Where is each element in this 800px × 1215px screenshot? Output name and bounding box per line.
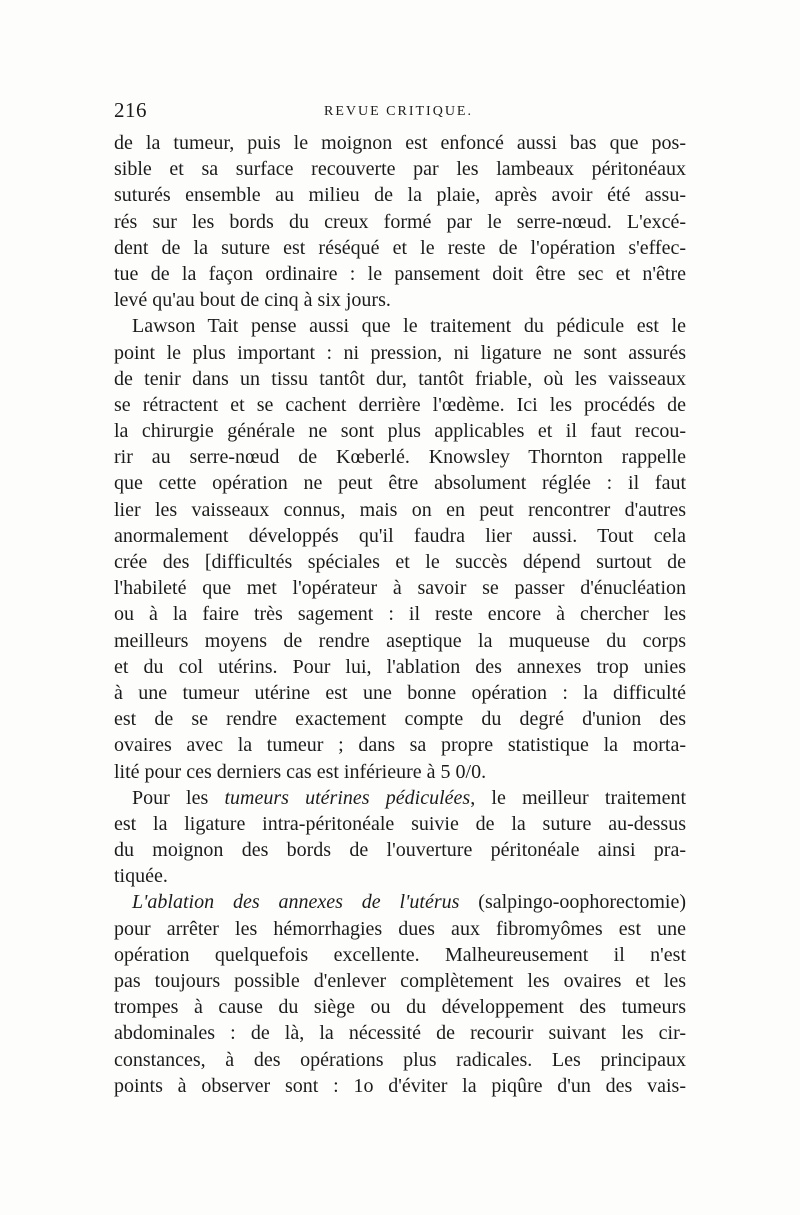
text-line <box>114 182 686 208</box>
line-text: points à observer sont : 1o d'éviter la piqûre d'un des vais- <box>114 1074 686 1097</box>
text-line <box>114 994 686 1020</box>
text-line <box>114 811 686 837</box>
text-line <box>114 759 686 785</box>
line-text: pour arrêter les hémorrhagies dues aux fibromyômes est une <box>114 917 686 940</box>
text-line <box>114 916 686 942</box>
text-line <box>114 785 686 811</box>
line-text: Lawson Tait pense aussi que le traitement du pédicule est le <box>132 315 686 338</box>
italic-text: L'ablation des annexes de l'utérus <box>132 891 460 914</box>
line-text: de la tumeur, puis le moignon est enfoncé aussi bas que pos- <box>114 132 686 154</box>
text-line <box>114 575 686 601</box>
line-text: rés sur les bords du creux formé par le serre-nœud. L'excé- <box>114 210 686 233</box>
text-line <box>114 444 686 470</box>
text-line <box>114 366 686 392</box>
text-line <box>114 706 686 732</box>
text-line <box>114 261 686 287</box>
text-line <box>114 1073 686 1099</box>
text-line <box>114 156 686 182</box>
text-line <box>114 287 686 313</box>
text-line <box>114 1020 686 1046</box>
line-text: ovaires avec la tumeur ; dans sa propre statistique la morta- <box>114 734 686 757</box>
text-line <box>114 418 686 444</box>
line-text: tue de la façon ordinaire : le pansement doit être sec et n'être <box>114 262 686 285</box>
text-line <box>114 863 686 889</box>
text-line <box>114 313 686 339</box>
line-text: (salpingo-oophorectomie) <box>459 891 687 914</box>
line-text: est de se rendre exactement compte du degré d'union des <box>114 708 686 731</box>
text-line <box>114 968 686 994</box>
line-text: Pour les <box>132 786 225 809</box>
text-line <box>114 1047 686 1073</box>
line-text: constances, à des opérations plus radicales. Les principaux <box>114 1048 686 1071</box>
line-text: ou à la faire très sagement : il reste encore à chercher les <box>114 603 686 626</box>
text-line <box>114 837 686 863</box>
line-text: pas toujours possible d'enlever complètement les ovaires et les <box>114 970 686 992</box>
text-line <box>114 732 686 758</box>
text-line <box>114 235 686 261</box>
line-text: que cette opération ne peut être absolument réglée : il faut <box>114 472 686 495</box>
line-text: meilleurs moyens de rendre aseptique la muqueuse du corps <box>114 629 686 652</box>
text-line <box>114 497 686 523</box>
text-line <box>114 549 686 575</box>
body-text <box>114 130 686 1099</box>
line-text: , le meilleur traitement <box>470 786 687 809</box>
text-line <box>114 942 686 968</box>
text-line <box>114 392 686 418</box>
text-line <box>114 470 686 496</box>
text-line <box>114 209 686 235</box>
italic-text: tumeurs utérines pédiculées <box>224 786 471 809</box>
line-text: abdominales : de là, la nécessité de recourir suivant les cir- <box>114 1022 686 1045</box>
line-text: de tenir dans un tissu tantôt dur, tantôt friable, où les vaisseaux <box>114 367 686 390</box>
line-text: l'habileté que met l'opérateur à savoir se passer d'énucléation <box>114 577 686 600</box>
line-text: anormalement développés qu'il faudra lier aussi. Tout cela <box>114 524 686 547</box>
page-header <box>114 98 686 124</box>
line-text: point le plus important : ni pression, ni ligature ne sont assurés <box>114 341 686 364</box>
line-text: et du col utérins. Pour lui, l'ablation des annexes trop unies <box>114 655 686 678</box>
text-line <box>114 889 686 915</box>
line-text: levé qu'au bout de cinq à six jours. <box>114 289 391 312</box>
text-line <box>114 601 686 627</box>
line-text: dent de la suture est réséqué et le reste de l'opération s'effec- <box>114 236 686 259</box>
text-line <box>114 654 686 680</box>
line-text: est la ligature intra-péritonéale suivie de la suture au-dessus <box>114 812 686 835</box>
line-text: tiquée. <box>114 865 168 888</box>
line-text: opération quelquefois excellente. Malheureusement il n'est <box>114 943 686 966</box>
text-line <box>114 130 686 156</box>
line-text: du moignon des bords de l'ouverture péritonéale ainsi pra- <box>114 839 686 862</box>
line-text: crée des [difficultés spéciales et le succès dépend surtout de <box>114 551 686 573</box>
text-line <box>114 680 686 706</box>
page-number: 216 <box>114 98 147 122</box>
running-title: REVUE CRITIQUE. <box>324 104 473 119</box>
line-text: la chirurgie générale ne sont plus applicables et il faut recou- <box>114 420 686 443</box>
text-line <box>114 523 686 549</box>
text-line <box>114 628 686 654</box>
line-text: lier les vaisseaux connus, mais on en peut rencontrer d'autres <box>114 498 686 521</box>
line-text: rir au serre-nœud de Kœberlé. Knowsley Thornton rappelle <box>114 446 686 469</box>
line-text: sible et sa surface recouverte par les lambeaux péritonéaux <box>114 158 686 181</box>
line-text: à une tumeur utérine est une bonne opération : la difficulté <box>114 681 686 704</box>
line-text: lité pour ces derniers cas est inférieure à 5 0/0. <box>114 760 487 783</box>
line-text: se rétractent et se cachent derrière l'œdème. Ici les procédés de <box>114 393 686 416</box>
line-text: trompes à cause du siège ou du développement des tumeurs <box>114 996 686 1019</box>
line-text: suturés ensemble au milieu de la plaie, après avoir été assu- <box>114 184 686 207</box>
text-line <box>114 340 686 366</box>
